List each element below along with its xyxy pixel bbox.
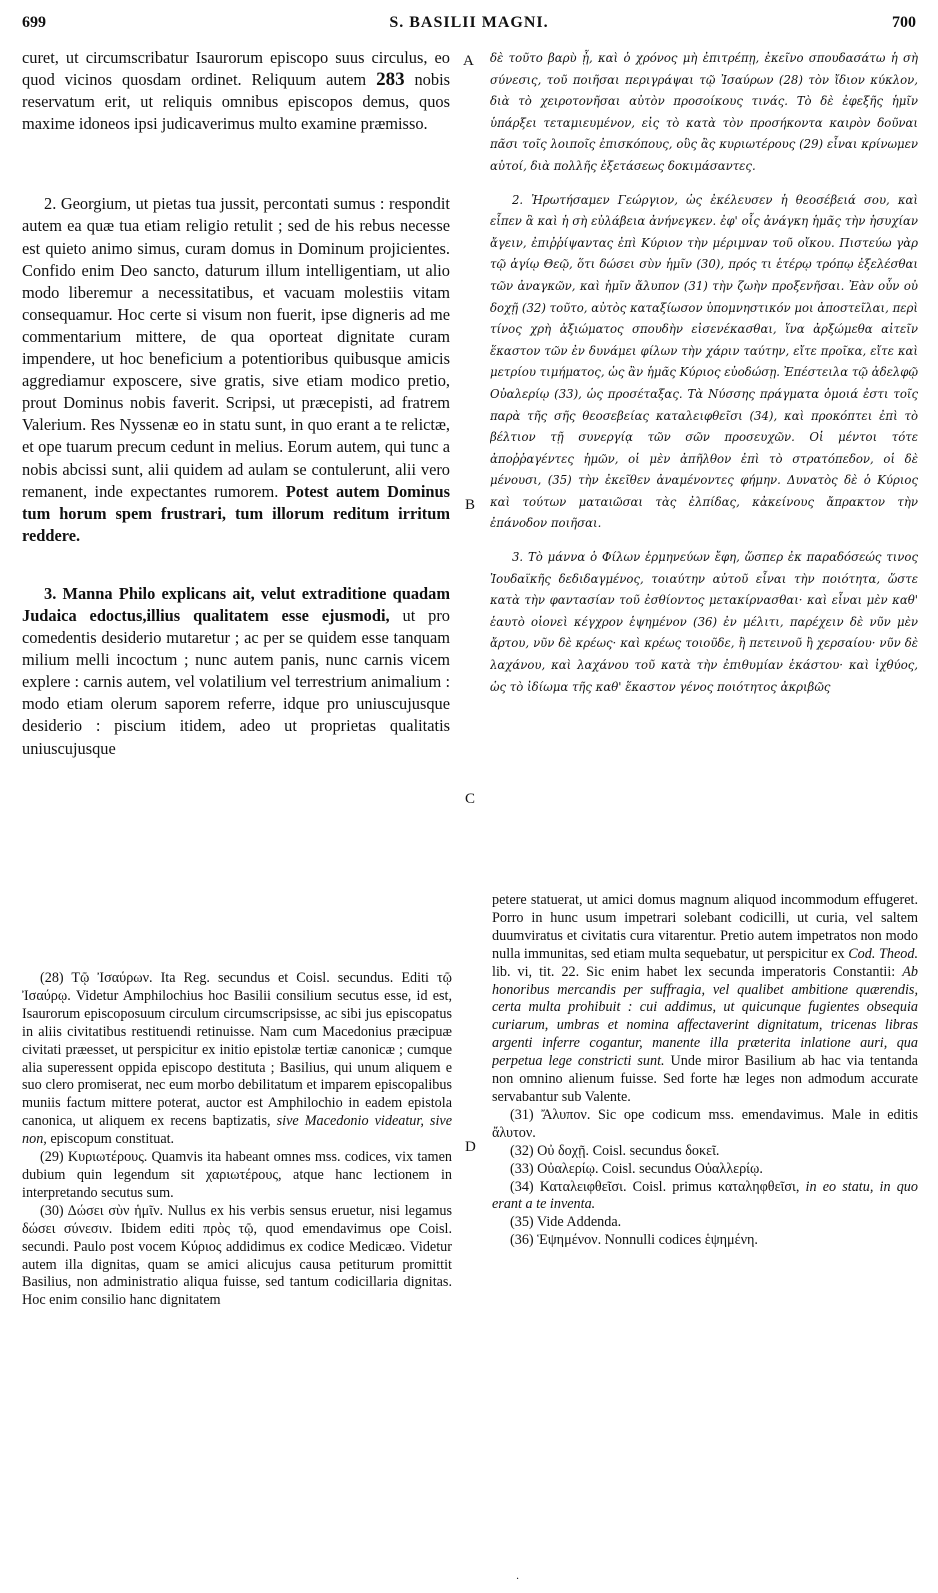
footnote-continuation: petere statuerat, ut amici domus magnum aliquod incommodum effugeret. Porro in hunc usum impetrari solebant codicilli, ut curia, vel saltem duumviratus et civitatis cura vitarentur. Pretio autem impetratos non modo nulla immunitas, sed etiam multa sequebatur, ut perspicitur ex Cod. Theod. lib. vi, tit. 22. Sic enim habet lex secunda imperatoris Constantii: Ab honoribus mercandis per suffragia, vel qualibet ambitione quærendis, certa multa prohibuit : cui addimus, ut quicunque fugientes obsequia curiarum, umbras et nomina affectaverint dignitatum, tricenas libras argenti inferre cogantur, manente illa præterita inlatione auri, qua perpetua lege constricti sunt. Unde miror Basilium ab hac via tentanda non omnino alienum fuisse. Sed forte hæ leges non admodum accurate servabantur sub Valente. (492, 892, 918, 1105)
greek-paragraph-1: δὲ τοῦτο βαρὺ ᾖ, καὶ ὁ χρόνος μὴ ἐπιτρέπῃ, ἐκεῖνο σπουδασάτω ἡ σὴ σύνεσις, τοῦ ποιῆσαι περιγράψαι τῷ Ἰσαύρων (28) τὸν ἴδιον κύκλον, διὰ τὸ χειροτονῆσαι αὐτὸν προσοίκους τινάς. Τὸ δὲ ἐφεξῆς ἡμῖν ὑπάρξει τεταμιευμένον, εἰς τὸ κατὰ τὸν προσήκοντα καιρὸν δοῦναι πᾶσι τοῖς λοιποῖς ἐπισκόπους, οὓς ἂς κυριωτέρους (29) εἶναι κρίνωμεν αὐτοί, διὰ πολλῆς ἐξετάσεως δοκιμάσαντες. (490, 51, 918, 173)
left-page-number: 699 (22, 14, 46, 31)
column-number: 283 (376, 69, 405, 91)
greek-paragraph-2: 2. Ἠρωτήσαμεν Γεώργιον, ὡς ἐκέλευσεν ἡ θεοσέβειά σου, καὶ εἶπεν ἃ καὶ ἡ σὴ εὐλάβεια ἀνήνεγκεν. ἐφ' οἷς ἀνάγκη ἡμᾶς τὴν ἡσυχίαν ἄγειν, ἐπιῤῥίψαντας ἐπὶ Κύριον τὴν μέριμναν τοῦ οἴκου. Πιστεύω γὰρ τῷ ἁγίῳ Θεῷ, ὅτι δώσει σὺν ἡμῖν (30), πρός τι ἑτέρῳ τρόπῳ ἐξελέσθαι τῶν ἀναγκῶν, καὶ ἡμῖν ἄλυπον (31) τὴν ζωὴν προξενῆσαι. Ἐὰν οὖν οὐ δοχῇ (32) τοῦτο, αὐτὸς καταξίωσον ὑπομνηστικόν μοι ἀποστεῖλαι, περὶ τίνος χρὴ ἀξιώματος σπουδὴν εἰσενέκασθαι, ἵνα ἀρξώμεθα αἰτεῖν ἕκαστον τῶν ἐν δυνάμει φίλων τὴν χάριν ταύτην, εἴτε προῖκα, εἴτε καὶ μετρίου τιμήματος, ὡς ἂν ἡμᾶς Κύριος εὐοδώσῃ. Ἐπέστειλα τῷ ἀδελφῷ Οὐαλερίῳ (33), ὡς προσέταξας. Τὰ Νύσσης πράγματα ὁμοιά ἐστι τοῖς παρὰ τῆς σῆς θεοσεβείας καταλειφθεῖσι (34), καὶ προκόπτει ἐπὶ τὸ βέλτιον τῇ συνεργίᾳ τῶν σῶν προσευχῶν. Οἱ μέντοι τότε ἀποῤῥαγέντες ἡμῶν, οἱ μὲν ἀπῆλθον ἐπὶ τὸ στρατόπεδον, οἱ δὲ μένουσι, (35) τὴν ἐκεῖθεν ἀναμένοντες φήμην. Δυνατὸς δὲ ὁ Κύριος καὶ τούτων ματαιῶσαι τὰς ἐλπίδας, κἀκείνους ἄπρακτον τὴν ἐπάνοδον ποιῆσαι. (490, 192, 918, 531)
latin-paragraph-2: 2. Georgium, ut pietas tua jussit, percontati sumus : respondit autem ea quæ tua etiam religio retulit ; sed de his rebus necesse est quieto animo simus, curam domus in Dominum projicientes. Confido enim Deo sancto, daturum illum intelligentiam, ut alio modo liberemur a necessitatibus, et vacuam molestiis vitam consequamur. Hoc certe si visum non fuerit, ipse digneris ad me commentarium mittere, de qua oporteat dignitate curam impendere, ut hoc beneficium a potentioribus quibusque amicis aggrediamur exposcere, sive gratis, sive etiam modico pretio, prout Dominus nobis faverit. Scripsi, ut præcepisti, ad fratrem Valerium. Res Nyssenæ eo in statu sunt, in quo erant a te relictæ, et ope tuarum precum cedunt in melius. Eorum autem, qui tunc a nobis abcissi sunt, alii quidem ad aulam se contulerunt, alii vero remanent, inde expectantes rumorem. Potest autem Dominus tum horum spem frustrari, tum illorum reditum irritum reddere. (22, 194, 450, 545)
footnote-30: (30) Δώσει σὺν ἡμῖν. Nullus ex his verbis sensus eruetur, nisi legamus δώσει σύνεσιν. Ibidem editi πρὸς τῷ, quod emendavimus ope Coisl. secundi. Paulo post vocem Κύριος addidimus ex codice Medicæo. Videtur autem illa dignitas, quam se amici alicujus causa petiturum promittit Basilius, non administratio aliqua fuisse, sed tantum codicillaria dignitas. Hoc enim consilio hanc dignitatem (22, 1202, 452, 1309)
margin-letter-d: D (465, 1139, 476, 1155)
footnotes-left (22, 970, 452, 1570)
latin-column (22, 47, 450, 957)
latin-paragraph-1: curet, ut circumscribatur Isaurorum episcopo suus circulus, eo quod vicinos quosdam ordinet. Reliquum autem 283 nobis reservatum erit, ut reliquis omnibus episcopos demus, quos maxime idoneos ipsi judicaverimus multo examine præmisso. (22, 48, 450, 134)
running-title: S. BASILII MAGNI. (389, 14, 549, 31)
footnote-29: (29) Κυριωτέρους. Quamvis ita habeant omnes mss. codices, vix tamen dubium quin legendum sit χαριωτέρους, atque hanc lectionem in interpretando secutus sum. (22, 1149, 452, 1201)
margin-letter-b: B (465, 497, 476, 513)
footnotes-right (492, 892, 918, 1572)
print-speck: · (516, 1574, 520, 1585)
footnote-33: (33) Οὐαλερίῳ. Coisl. secundus Οὐαλλερίῳ. (510, 1160, 763, 1177)
right-page-number: 700 (892, 14, 916, 31)
latin-paragraph-3: 3. Manna Philo explicans ait, velut extraditione quadam Judaica edoctus,illius qualitatem esse ejusmodi, ut pro comedentis desiderio mutaretur ; ac per se quidem esse tanquam milium melli incoctum ; nunc autem panis, nunc carnis vicem explere : carnis autem, vel volatilium vel terrestrium animalium : modo etiam olerum saporem referre, idque pro uniuscujusque desiderio : piscium itidem, adeo ut proprietas qualitatis uniuscujusque (22, 583, 450, 758)
footnote-35: (35) Vide Addenda. (510, 1214, 622, 1231)
greek-paragraph-3: 3. Τὸ μάννα ὁ Φίλων ἑρμηνεύων ἔφη, ὥσπερ ἐκ παραδόσεώς τινος Ἰουδαϊκῆς δεδιδαγμένος, τοιαύτην αὐτοῦ εἶναι τὴν ποιότητα, ὥστε κατὰ τὴν φαντασίαν τοῦ ἐσθίοντος μετακίρνασθαι· καὶ εἶναι μὲν καθ' ἑαυτὸ οἱονεὶ κέγχρον ἑψημένον (36) ἐν μέλιτι, παρέχειν δὲ νῦν μὲν ἄρτου, νῦν δὲ κρέως· καὶ κρέως τοιοῦδε, ἢ πετεινοῦ ἢ χερσαίου· νῦν δὲ λαχάνου, καὶ λαχάνου τοῦ κατὰ τὴν ἐπιθυμίαν ἑκάστου· καὶ ἰχθύος, ὡς τὸ ἰδίωμα τῆς καθ' ἕκαστον γένος ποιότητος ἀκριβῶς (490, 550, 918, 694)
margin-letter-c: C (465, 791, 476, 807)
footnote-36: (36) Ἑψημένον. Nonnulli codices ἑψημένη. (510, 1232, 758, 1249)
greek-column (490, 48, 918, 888)
footnote-34: (34) Καταλειφθεῖσι. Coisl. primus καταληφθεῖσι, in eo statu, in quo erant a te inventa. (492, 1178, 918, 1213)
footnote-32: (32) Οὐ δοχῇ. Coisl. secundus δοκεῖ. (510, 1142, 720, 1159)
margin-letter-a: A (463, 53, 474, 69)
footnote-28: (28) Τῷ Ἰσαύρων. Ita Reg. secundus et Coisl. secundus. Editi τῷ Ἰσαύρῳ. Videtur Amphilochius hoc Basilii consilium secutus esse, id est, Isaurorum episcoposuum circulum circumscripsisse, ac sibi jus episcopatus in aliis civitatibus restituendi retinuisse. Nam cum Macedonius præcipuæ civitati præesset, ut perspicitur ex initio epistolæ tertiæ canonicæ ; cumque alia superessent oppida episcopo destituta ; Basilius, qui unum aliquem e suo clero promiserat, nec eum morbo debilitatum et imparem episcopalibus muniis factum mittere poterat, auctor est Amphilochio in eadem epistola canonica, ut aliquem ex recens baptizatis, sive Macedonio videatur, sive non, episcopum constituat. (22, 970, 452, 1148)
page-header (22, 14, 916, 40)
footnote-31: (31) Ἄλυπον. Sic ope codicum mss. emendavimus. Male in editis ἄλυτον. (492, 1106, 918, 1141)
